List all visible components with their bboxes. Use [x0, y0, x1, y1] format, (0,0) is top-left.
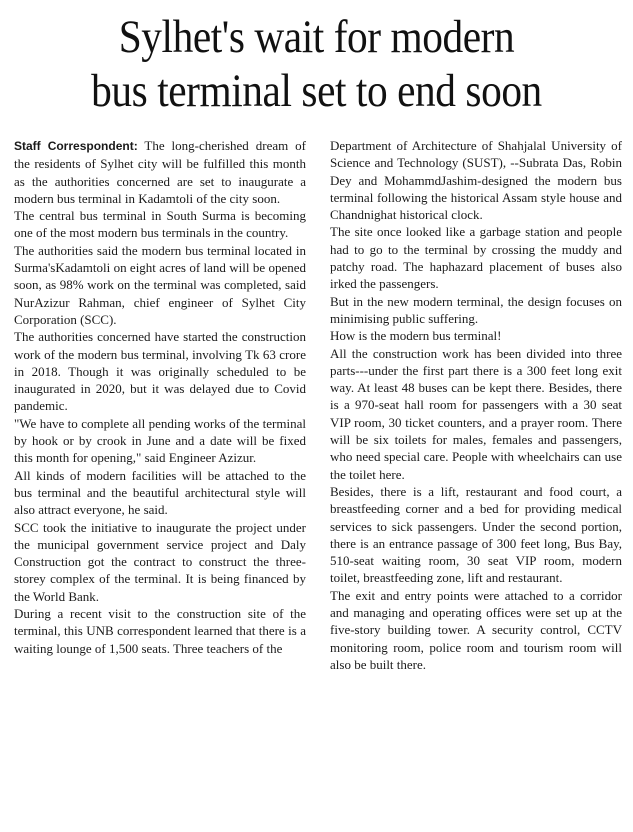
paragraph: Besides, there is a lift, restaurant and food court, a breastfeeding corner and a bed for providing medical services to sick passengers. Under the second portion, there is an entrance passage of 300 feet long, Bus Bay, 510-seat waiting room, 30 seat VIP room, modern toilet, breastfeeding zone, lift and restaurant. — [330, 483, 622, 586]
paragraph: The exit and entry points were attached to a corridor and managing and operating offices were set up at the five-story building tower. A security control, CCTV monitoring room, police room and tourism room will also be built there. — [330, 587, 622, 672]
paragraph: Department of Architecture of Shahjalal University of Science and Technology (SUST), --Subrata Das, Robin Dey and MohammdJashim-designed the modern bus terminal following the historical Assam style house and Chandnighat historical clock. — [330, 138, 622, 223]
paragraph: The authorities said the modern bus terminal located in Surma'sKadamtoli on eight acres of land will be opened soon, as 98% work on the terminal was completed, said NurAzizur Rahman, chief engineer of Sylhet City Corporation (SCC). — [14, 242, 306, 327]
paragraph — [14, 137, 306, 207]
paragraph: The central bus terminal in South Surma is becoming one of the most modern bus terminals in the country. — [14, 208, 306, 241]
paragraph: The site once looked like a garbage station and people had to go to the terminal by crossing the muddy and patchy road. The haphazard placement of buses also irked the passengers. — [330, 224, 622, 292]
headline-line-2: bus terminal set to end soon — [91, 65, 542, 117]
right-column — [330, 137, 622, 673]
paragraph: How is the modern bus terminal! — [330, 328, 502, 344]
paragraph: All kinds of modern facilities will be attached to the bus terminal and the beautiful architectural style will also attract everyone, he said. — [14, 467, 306, 518]
left-column — [14, 137, 306, 673]
paragraph: All the construction work has been divided into three parts---under the first part there is a 300 feet long exit way. At least 48 buses can be kept there. Besides, there is a 970-seat hall room for passengers with a 30 seat VIP room, 30 ticket counters, and a prayer room. There will be six toilets for males, females and passengers, who need special care. People with wheelchairs can use the toilet here. — [330, 345, 622, 482]
paragraph: The authorities concerned have started the construction work of the modern bus terminal, involving Tk 63 crore in 2018. Though it was originally scheduled to be inaugurated in 2020, but it was delayed due to Covid pandemic. — [14, 329, 306, 414]
headline — [38, 10, 595, 118]
paragraph: "We have to complete all pending works of the terminal by hook or by crook in June and a date will be fixed this month for opening," said Engineer Azizur. — [14, 415, 306, 466]
byline: Staff Correspondent: — [14, 139, 138, 153]
paragraph: But in the new modern terminal, the design focuses on minimising public suffering. — [330, 293, 622, 326]
paragraph-text: The long-cherished dream of the residents of Sylhet city will be fulfilled this month as the authorities concerned are set to inaugurate a modern bus terminal in Kadamtoli of the city soon. — [14, 138, 307, 206]
paragraph: During a recent visit to the construction site of the terminal, this UNB correspondent learned that there is a waiting lounge of 1,500 seats. Three teachers of the — [14, 606, 306, 656]
article-body — [14, 137, 622, 673]
headline-line-1: Sylhet's wait for modern — [118, 11, 515, 63]
paragraph: SCC took the initiative to inaugurate the project under the municipal government service project and Daly Construction got the contract to construct the three-storey complex of the terminal. It is being financed by the World Bank. — [14, 519, 306, 604]
